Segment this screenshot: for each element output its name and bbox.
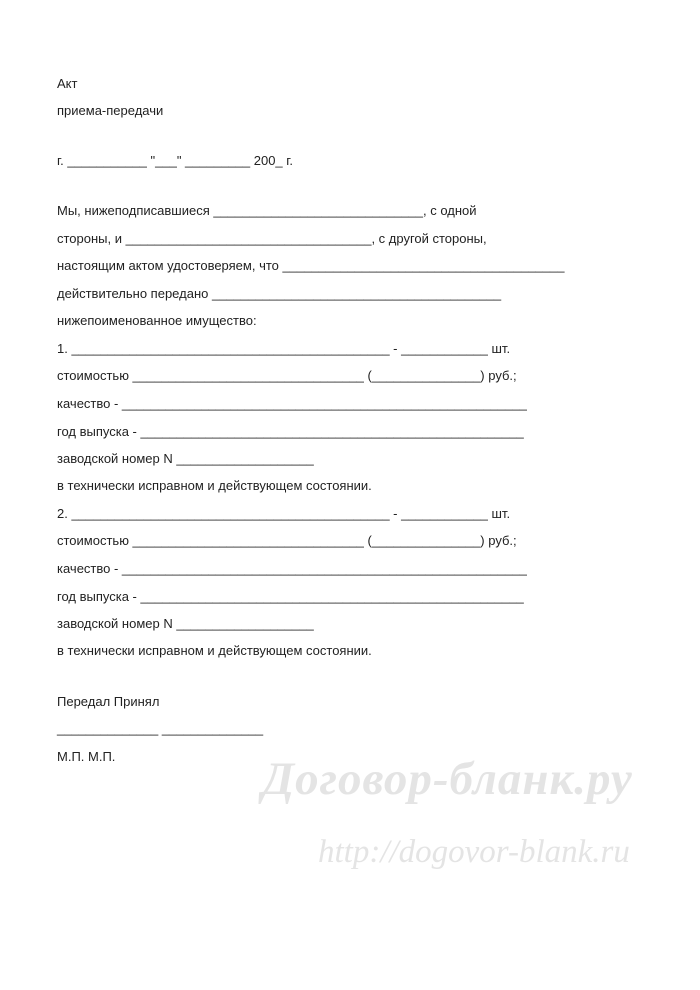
- parties-line-1: Мы, нижеподписавшиеся _____________________________, с одной: [57, 203, 477, 218]
- stamp-labels: М.П. М.П.: [57, 749, 116, 764]
- date-place-line: г. ___________ "___" _________ 200_ г.: [57, 153, 294, 168]
- document-title-line1: Акт: [57, 76, 78, 91]
- item-1-year-line: год выпуска - _____________________________________________________: [57, 424, 524, 439]
- item-2-serial-line: заводской номер N ___________________: [57, 616, 314, 631]
- watermark-brand: Договор-бланк.ру: [262, 753, 633, 805]
- item-2-cost-line: стоимостью ________________________________ (_______________) руб.;: [57, 533, 517, 548]
- item-2-quality-line: качество - ________________________________________________________: [57, 561, 527, 576]
- property-intro-line: нижепоименованное имущество:: [57, 313, 257, 328]
- signature-labels: Передал Принял: [57, 694, 160, 709]
- item-1-name-line: 1. ____________________________________________ - ____________ шт.: [57, 341, 511, 356]
- item-1-serial-line: заводской номер N ___________________: [57, 451, 314, 466]
- item-1-quality-line: качество - ________________________________________________________: [57, 396, 527, 411]
- signature-lines: ______________ ______________: [57, 721, 264, 736]
- parties-line-2: стороны, и __________________________________, с другой стороны,: [57, 231, 487, 246]
- item-2-year-line: год выпуска - _____________________________________________________: [57, 589, 524, 604]
- document-title-line2: приема-передачи: [57, 103, 164, 118]
- item-2-name-line: 2. ____________________________________________ - ____________ шт.: [57, 506, 511, 521]
- item-1-condition-line: в технически исправном и действующем состоянии.: [57, 478, 372, 493]
- watermark-url: http://dogovor-blank.ru: [318, 834, 630, 870]
- certify-line: настоящим актом удостоверяем, что _______________________________________: [57, 258, 565, 273]
- item-1-cost-line: стоимостью ________________________________ (_______________) руб.;: [57, 368, 517, 383]
- transferred-line: действительно передано ________________________________________: [57, 286, 502, 301]
- item-2-condition-line: в технически исправном и действующем состоянии.: [57, 643, 372, 658]
